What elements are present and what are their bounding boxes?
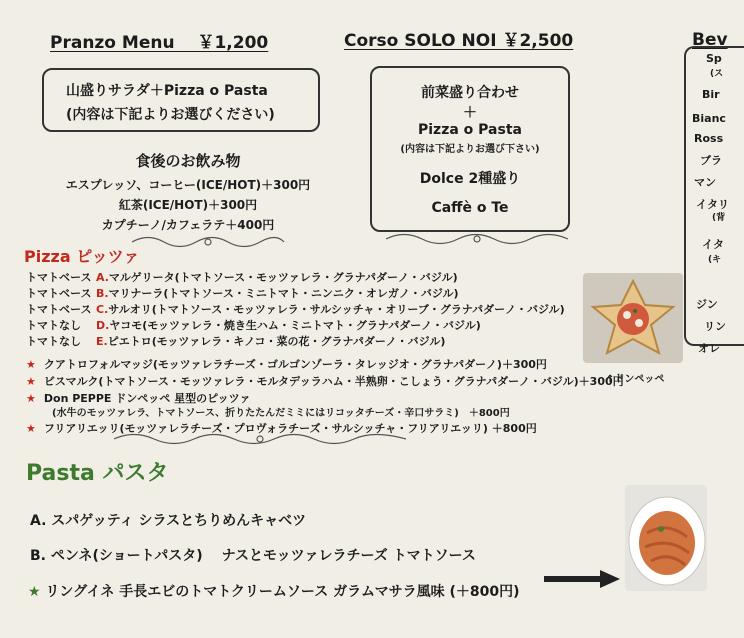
pizza-desc: サルオリ(トマトソース・モッツァレラ・サルシッチャ・オリーブ・グラナパダーノ・バジル) xyxy=(108,303,565,316)
pizza-letter: C. xyxy=(96,303,109,316)
corso-plus: ＋ xyxy=(463,105,477,121)
corso-line1: 前菜盛り合わせ xyxy=(421,85,519,101)
pizza-special-text: クアトロフォルマッジ(モッツァレラチーズ・ゴルゴンゾーラ・タレッジオ・グラナパダーノ)＋300円 xyxy=(43,358,547,371)
beverage-item: リン xyxy=(704,320,726,333)
pasta-marker: ★ xyxy=(28,584,41,600)
pizza-letter: B. xyxy=(96,287,109,300)
beverage-item: (ス xyxy=(710,69,724,79)
beverage-item: マン xyxy=(694,176,716,189)
drink-item: カプチーノ/カフェラテ＋400円 xyxy=(101,218,275,232)
pranzo-box-line1: 山盛りサラダ＋Pizza o Pasta xyxy=(66,83,268,99)
pasta-desc: スパゲッティ シラスとちりめんキャベツ xyxy=(51,513,307,529)
beverage-title: Bev xyxy=(692,30,728,50)
pizza-special xyxy=(26,373,624,389)
flourish-divider xyxy=(128,235,288,249)
pranzo-title: Pranzo Menu ￥1,200 xyxy=(50,33,269,53)
pizza-desc: マリナーラ(トマトソース・ミニトマト・ニンニク・オレガノ・バジル) xyxy=(108,287,459,300)
shrimp-pasta-image xyxy=(625,485,707,591)
corso-line3: Dolce 2種盛り xyxy=(419,171,521,187)
corso-title: Corso SOLO NOI ￥2,500 xyxy=(344,31,574,51)
pizza-desc: マルゲリータ(トマトソース・モッツァレラ・グラナパダーノ・バジル) xyxy=(108,271,458,284)
pasta-item xyxy=(28,581,520,601)
pizza-letter: A. xyxy=(96,271,109,284)
beverage-item: Sp xyxy=(706,52,722,65)
pizza-item xyxy=(26,269,458,285)
beverage-item: イタリ xyxy=(696,198,729,211)
pizza-letter: E. xyxy=(96,335,108,348)
pizza-item xyxy=(26,285,459,301)
star-icon: ★ xyxy=(26,358,36,371)
beverage-item: Bir xyxy=(702,88,720,101)
star-pizza-image xyxy=(583,273,683,363)
beverage-item: (キ xyxy=(708,255,722,265)
pizza-desc: ピエトロ(モッツァレラ・キノコ・菜の花・グラナパダーノ・バジル) xyxy=(107,335,446,348)
beverage-item: オレ xyxy=(698,342,720,355)
don-peppe-photo xyxy=(583,273,683,363)
pizza-base: トマトベース xyxy=(26,303,92,316)
pizza-letter: D. xyxy=(96,319,110,332)
pasta-item xyxy=(30,510,306,530)
drink-item: 紅茶(ICE/HOT)＋300円 xyxy=(118,198,258,212)
star-icon: ★ xyxy=(26,422,36,435)
beverage-item: (背 xyxy=(712,213,726,223)
beverage-item: イタ xyxy=(702,238,724,251)
pizza-item xyxy=(26,333,445,349)
pizza-title: Pizza ピッツァ xyxy=(24,247,140,266)
pasta-desc: リングイネ 手長エビのトマトクリームソース ガラムマサラ風味 (＋800円) xyxy=(45,584,520,600)
drinks-title: 食後のお飲み物 xyxy=(135,152,241,170)
photo-caption: ↑ドンペッペ xyxy=(606,374,665,385)
beverage-item: ブラ xyxy=(700,154,722,167)
pizza-base: トマトなし xyxy=(26,335,81,348)
arrow-right-icon xyxy=(542,568,622,590)
pasta-item xyxy=(30,545,476,565)
pizza-special-text: Don PEPPE ドンペッペ 星型のピッツァ xyxy=(43,392,251,405)
pizza-special-text: ビスマルク(トマトソース・モッツァレラ・モルタデッラハム・半熟卵・こしょう・グラナパダーノ・バジル)＋300円 xyxy=(43,375,624,388)
pasta-desc: ペンネ(ショートパスタ) ナスとモッツァレラチーズ トマトソース xyxy=(50,548,476,564)
pizza-item xyxy=(26,317,481,333)
pizza-base: トマトベース xyxy=(26,287,92,300)
star-icon: ★ xyxy=(26,392,36,405)
pranzo-box xyxy=(42,68,320,132)
pizza-item xyxy=(26,301,565,317)
pizza-base: トマトなし xyxy=(26,319,81,332)
pizza-base: トマトベース xyxy=(26,271,92,284)
corso-line4: Caffè o Te xyxy=(431,200,509,216)
pizza-special-text: フリアリエッリ(モッツァレラチーズ・プロヴォラチーズ・サルシッチャ・フリアリエッリ) ＋800円 xyxy=(43,422,537,435)
corso-box xyxy=(370,66,570,232)
flourish-divider xyxy=(382,232,572,246)
corso-line2-note: (内容は下記よりお選び下さい) xyxy=(400,144,540,155)
pasta-marker: A. xyxy=(30,513,47,529)
beverage-item: Ross xyxy=(694,132,724,145)
pizza-special-note: (水牛のモッツァレラ、トマトソース、折りたたんだミミにはリコッタチーズ・辛口サラミ) ＋800円 xyxy=(52,408,510,419)
corso-line2: Pizza o Pasta xyxy=(418,122,522,138)
pasta-title: Pasta パスタ xyxy=(26,461,169,486)
pizza-special xyxy=(26,356,547,372)
beverage-item: ジン xyxy=(696,298,718,311)
pizza-desc: ヤコモ(モッツァレラ・焼き生ハム・ミニトマト・グラナパダーノ・バジル) xyxy=(109,319,481,332)
pasta-photo xyxy=(625,485,707,591)
pasta-marker: B. xyxy=(30,548,46,564)
drink-item: エスプレッソ、コーヒー(ICE/HOT)＋300円 xyxy=(65,178,311,192)
star-icon: ★ xyxy=(26,375,36,388)
flourish-divider xyxy=(110,432,410,446)
beverage-item: Bianc xyxy=(692,112,726,125)
pranzo-box-line2: (内容は下記よりお選びください) xyxy=(66,107,275,123)
